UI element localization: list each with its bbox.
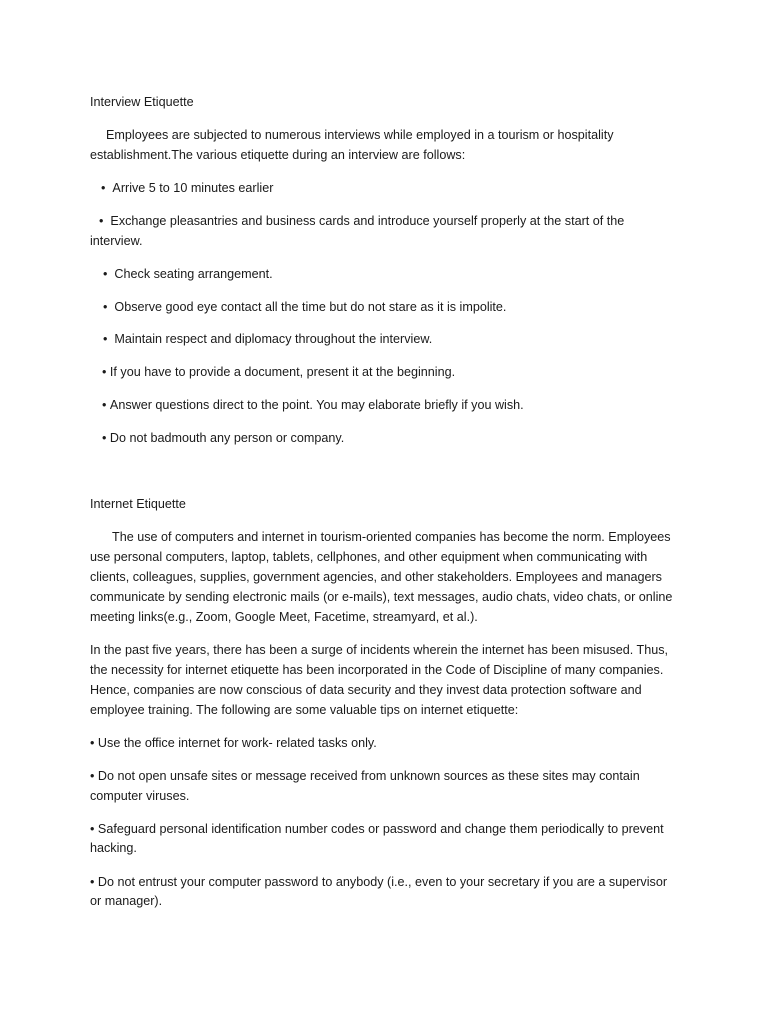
section-heading-interview: Interview Etiquette [90, 95, 194, 109]
paragraph-line: employee training. The following are some valuable tips on internet etiquette: [90, 703, 519, 717]
list-item [101, 178, 701, 198]
list-item-text: Do not entrust your computer password to anybody (i.e., even to your secretary if you are a supervisor [97, 875, 668, 889]
paragraph-line: meeting links(e.g., Zoom, Google Meet, Facetime, streamyard, et al.). [90, 610, 478, 624]
list-item-continuation: hacking. [90, 841, 137, 855]
list-item-text: Exchange pleasantries and business cards and introduce yourself properly at the start of the [110, 214, 625, 228]
bullet-glyph: • [103, 332, 108, 346]
list-item-text: Maintain respect and diplomacy throughout the interview. [114, 332, 433, 346]
list-item-text: Answer questions direct to the point. You may elaborate briefly if you wish. [109, 398, 524, 412]
bullet-glyph: • [101, 181, 106, 195]
list-item-text: Use the office internet for work- related tasks only. [97, 736, 377, 750]
list-item-text: If you have to provide a document, present it at the beginning. [109, 365, 456, 379]
bullet-glyph: • [102, 365, 107, 379]
list-item-continuation: interview. [90, 234, 143, 248]
paragraph-line: the necessity for internet etiquette has been incorporated in the Code of Discipline of many companies. [90, 663, 664, 677]
bullet-glyph: • [103, 267, 108, 281]
paragraph-line: use personal computers, laptop, tablets, cellphones, and other equipment when communicating with [90, 550, 648, 564]
bullet-glyph: • [90, 822, 95, 836]
list-item [90, 819, 690, 839]
list-item [103, 297, 703, 317]
list-item-text: Check seating arrangement. [114, 267, 273, 281]
paragraph-line: Hence, companies are now conscious of data security and they invest data protection software and [90, 683, 642, 697]
bullet-glyph: • [102, 398, 107, 412]
list-item-text: Do not badmouth any person or company. [109, 431, 345, 445]
paragraph-line: In the past five years, there has been a surge of incidents wherein the internet has been misused. Thus, [90, 643, 669, 657]
list-item [103, 264, 703, 284]
bullet-glyph: • [90, 769, 95, 783]
list-item [102, 428, 702, 448]
list-item-text: Safeguard personal identification number codes or password and change them periodically to prevent [97, 822, 664, 836]
bullet-glyph: • [102, 431, 107, 445]
interview-intro-line-2: establishment.The various etiquette during an interview are follows: [90, 148, 466, 162]
list-item [103, 329, 703, 349]
list-item [90, 872, 690, 892]
list-item-continuation: computer viruses. [90, 789, 190, 803]
list-item [102, 395, 702, 415]
interview-intro-line-1: Employees are subjected to numerous interviews while employed in a tourism or hospitality [106, 128, 614, 142]
list-item-text: Do not open unsafe sites or message received from unknown sources as these sites may contain [97, 769, 640, 783]
paragraph-line: communicate by sending electronic mails (or e-mails), text messages, audio chats, video chats, or online [90, 590, 673, 604]
list-item [90, 733, 690, 753]
bullet-glyph: • [99, 214, 104, 228]
list-item-continuation: or manager). [90, 894, 163, 908]
section-heading-internet: Internet Etiquette [90, 497, 186, 511]
bullet-glyph: • [90, 736, 95, 750]
bullet-glyph: • [90, 875, 95, 889]
list-item-text: Arrive 5 to 10 minutes earlier [112, 181, 274, 195]
list-item-text: Observe good eye contact all the time but do not stare as it is impolite. [114, 300, 507, 314]
list-item [99, 211, 699, 231]
paragraph-line: The use of computers and internet in tourism-oriented companies has become the norm. Employees [112, 530, 671, 544]
paragraph-line: clients, colleagues, supplies, government agencies, and other stakeholders. Employees and managers [90, 570, 662, 584]
list-item [90, 766, 690, 786]
bullet-glyph: • [103, 300, 108, 314]
list-item [102, 362, 702, 382]
